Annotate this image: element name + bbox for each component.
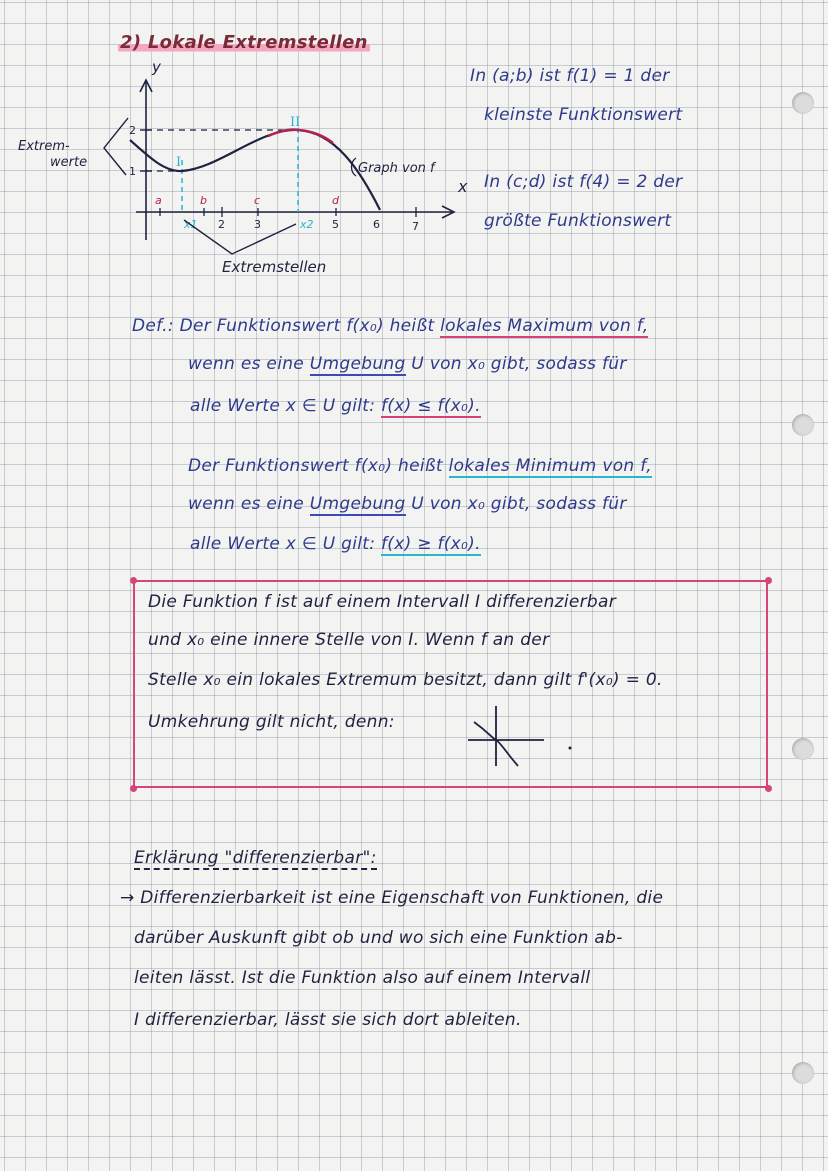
theorem-line3: Stelle x₀ ein lokales Extremum besitzt, dann gilt f'(x₀) = 0. [148,670,663,690]
punch-hole-2 [792,414,814,436]
def-label: Def.: [132,316,174,336]
min-note-line2: kleinste Funktionswert [484,105,683,125]
def-min-l2-a: wenn es eine [188,494,305,514]
y-tick-2-label: 2 [129,124,136,137]
min-note-line1: In (a;b) ist f(1) = 1 der [470,66,670,86]
theorem-line2: und x₀ eine innere Stelle von I. Wenn f an der [148,630,550,650]
point-a: a [155,194,162,207]
marker-i: I [176,155,182,170]
theorem-line4: Umkehrung gilt nicht, denn: [148,712,395,732]
explanation-line4: I differenzierbar, lässt sie sich dort ableiten. [134,1010,522,1030]
side-label-pointer [104,118,128,175]
explanation-heading-text: Erklärung "differenzierbar": [134,848,377,868]
x-axis-label: x [458,177,468,196]
extremstellen-label: Extremstellen [222,258,327,276]
tick-7-label: 7 [412,220,419,233]
y-tick-1-label: 1 [129,165,136,178]
explanation-line1: → Differenzierbarkeit ist eine Eigenschaft von Funktionen, die [120,888,664,908]
def-max-l3-a: alle Werte x ∈ U gilt: [190,396,376,416]
max-note-line2: größte Funktionswert [484,211,672,231]
side-label-line2: werte [50,155,88,170]
def-min-l3-b: f(x) ≥ f(x₀). [381,534,481,554]
def-min-l3-a: alle Werte x ∈ U gilt: [190,534,376,554]
def-max-l2-b: Umgebung [309,354,406,374]
def-min-l1-a: Der Funktionswert f(x₀) heißt [188,456,443,476]
tick-6-label: 6 [373,218,380,231]
def-max-line3 [190,396,481,416]
def-min-l2-c: U von x₀ gibt, sodass für [411,494,627,514]
box-corner-dot-tl [130,577,137,584]
punch-hole-4 [792,1062,814,1084]
tick-3-label: 3 [254,218,261,231]
explanation-line3: leiten lässt. Ist die Funktion also auf einem Intervall [134,968,591,988]
tick-5-label: 5 [332,218,339,231]
point-c: c [254,194,261,207]
def-min-line3 [190,534,481,554]
point-d: d [332,194,339,207]
section-title-text: 2) Lokale Extremstellen [120,32,368,53]
def-min-l1-b: lokales Minimum von f, [448,456,652,476]
def-max-l2-c: U von x₀ gibt, sodass für [411,354,627,374]
curve-label: Graph von f [358,161,435,176]
def-min-l2-b: Umgebung [309,494,406,514]
box-corner-dot-br [765,785,772,792]
def-max-line2 [188,354,627,374]
def-min-line2 [188,494,627,514]
max-note-line1: In (c;d) ist f(4) = 2 der [484,172,683,192]
marker-ii: II [290,115,301,130]
box-corner-dot-tr [765,577,772,584]
x1-label: x1 [184,218,198,231]
def-min-line1 [188,456,652,476]
explanation-heading [134,848,377,868]
extremstellen-graph [0,0,828,300]
extremstellen-pointer [184,220,296,254]
box-corner-dot-bl [130,785,137,792]
point-b: b [200,194,207,207]
def-max-line1 [132,316,648,336]
def-max-l1-b: lokales Maximum von f, [440,316,649,336]
punch-hole-3 [792,738,814,760]
saddle-point-sketch-icon [462,702,572,772]
y-axis-label: y [152,58,161,76]
side-label-line1: Extrem- [18,139,70,154]
def-max-l3-b: f(x) ≤ f(x₀). [381,396,481,416]
x2-label: x2 [300,218,314,231]
def-max-l2-a: wenn es eine [188,354,305,374]
curve-highlight-max [268,130,333,143]
theorem-line1: Die Funktion f ist auf einem Intervall I differenzierbar [148,592,617,612]
explanation-line2: darüber Auskunft gibt ob und wo sich eine Funktion ab- [134,928,623,948]
tick-2-label: 2 [218,218,225,231]
def-max-l1-a: Der Funktionswert f(x₀) heißt [179,316,435,336]
